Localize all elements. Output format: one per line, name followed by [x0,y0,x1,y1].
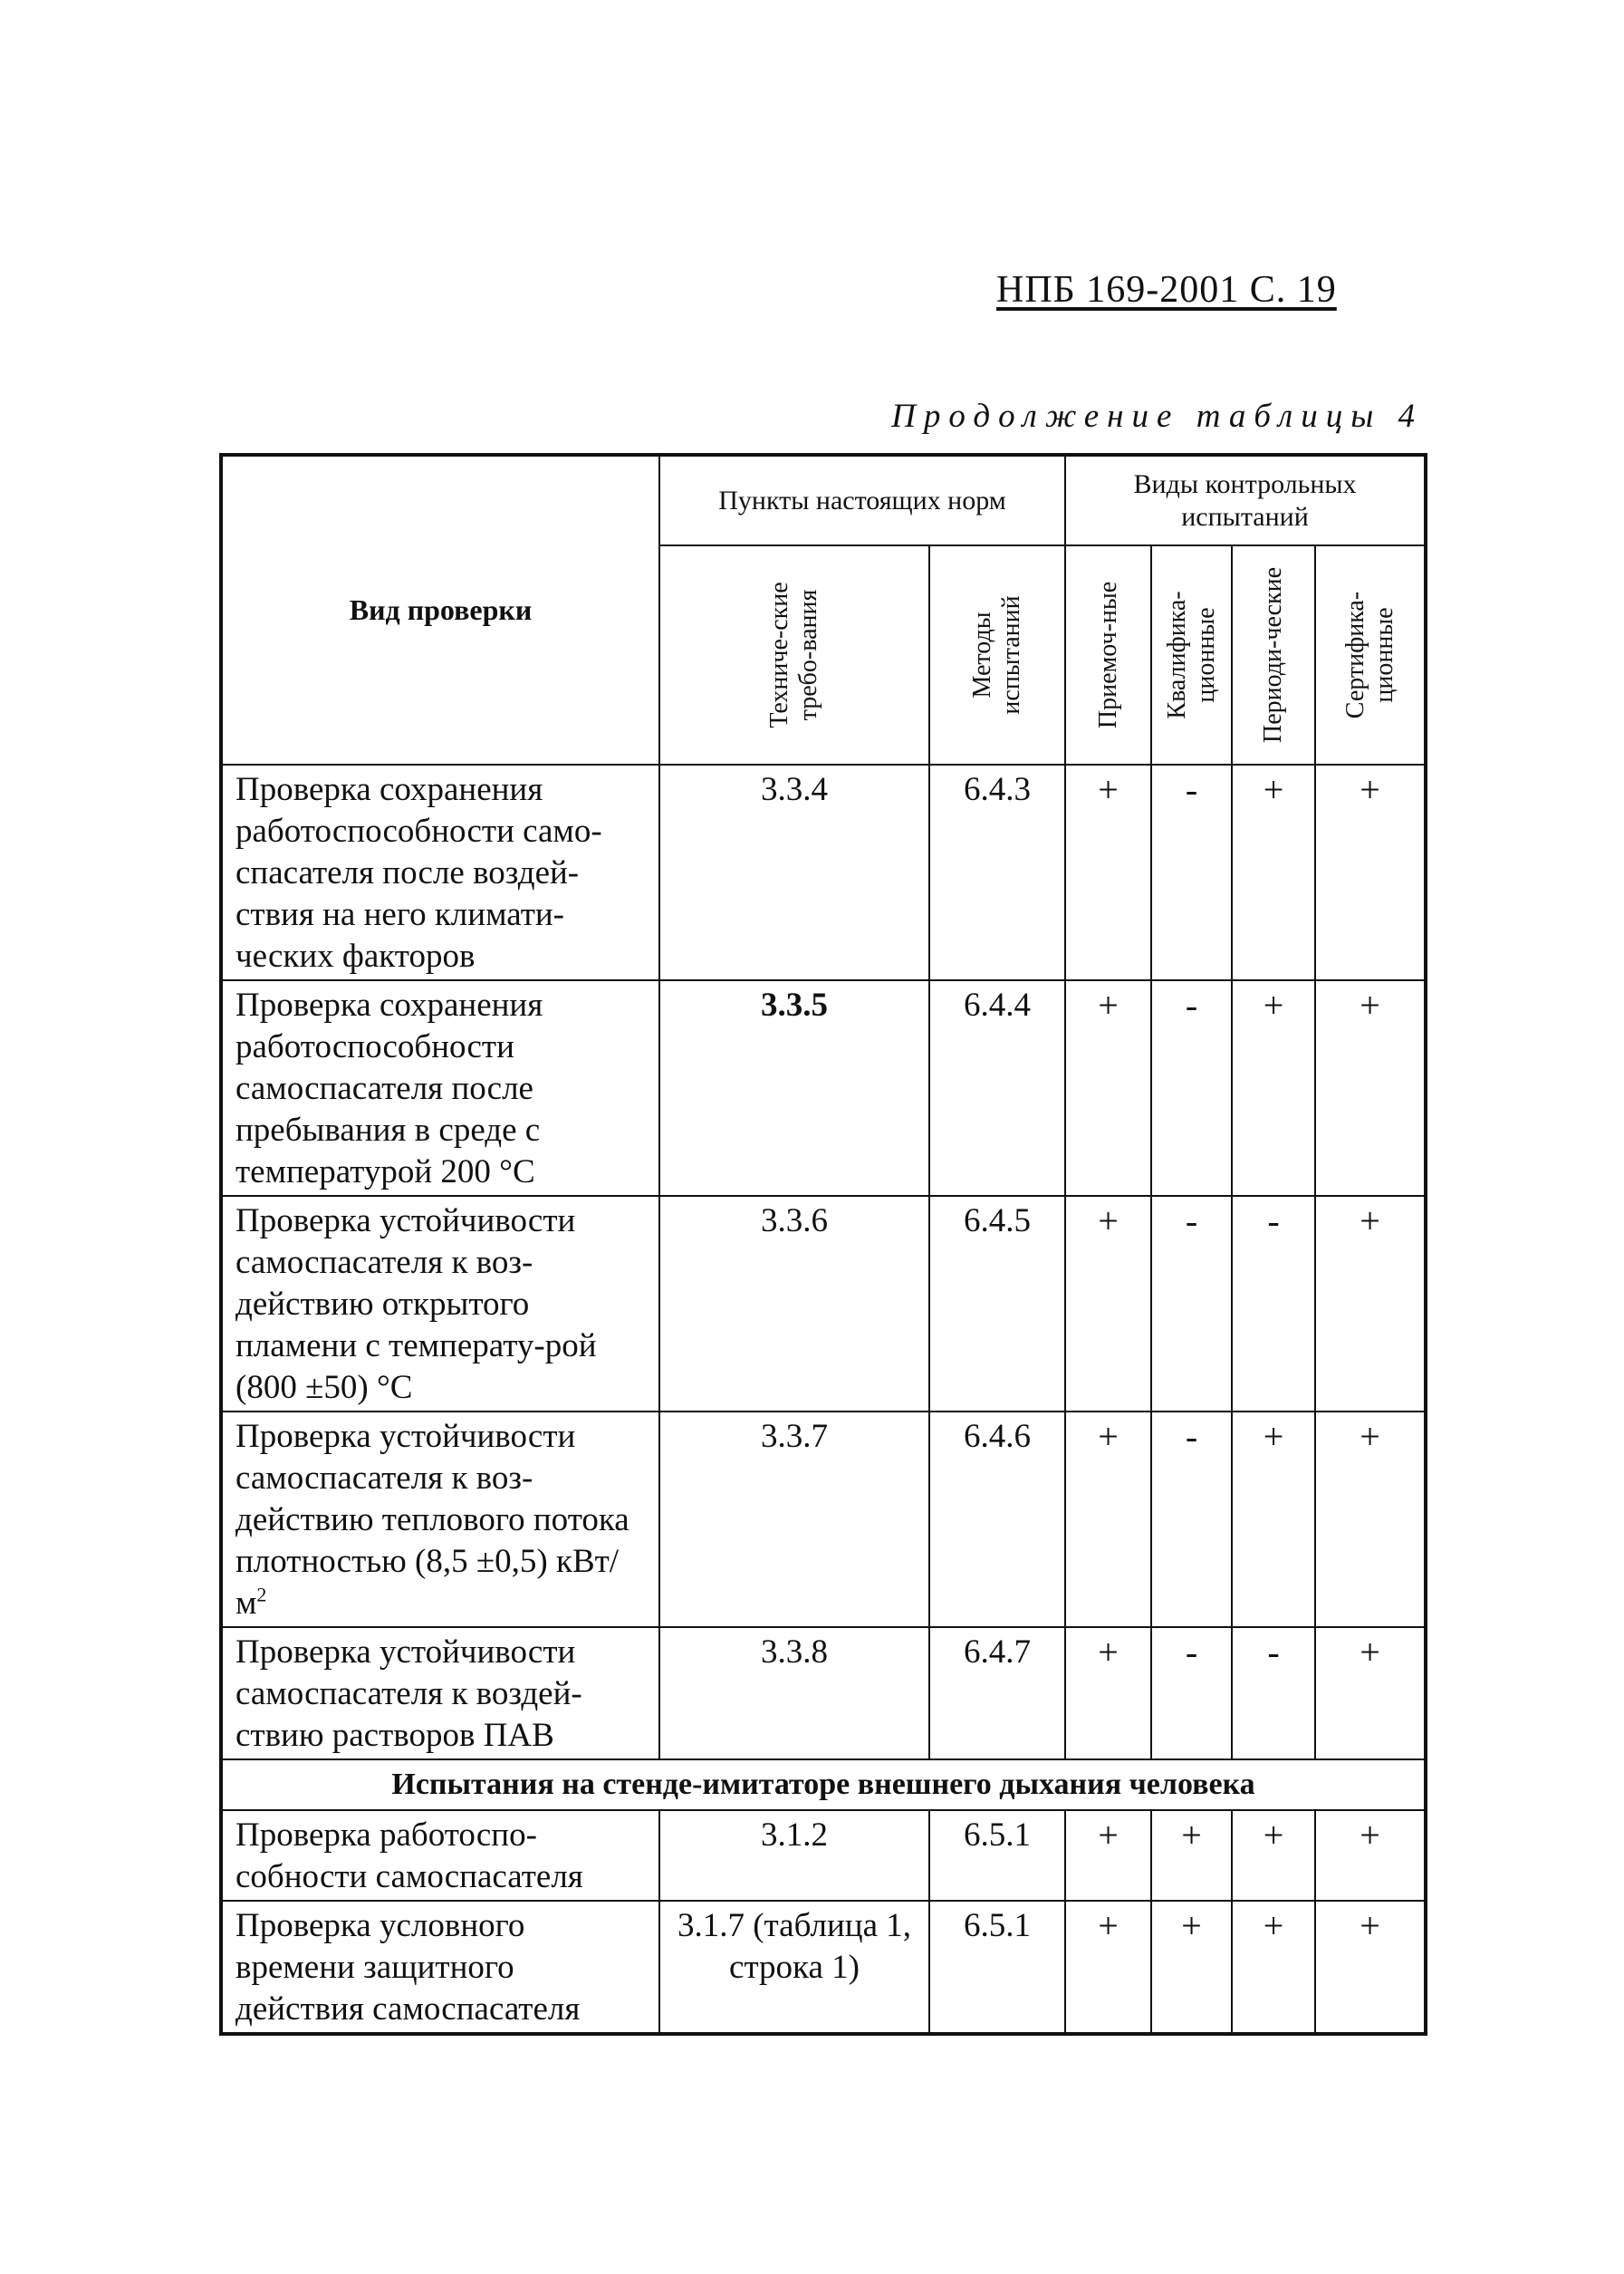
mark-qualification: - [1151,1196,1232,1412]
header-qualification: Квалифика-ционные [1151,545,1232,765]
mark-acceptance: + [1065,765,1151,980]
mark-periodic: + [1232,1810,1315,1901]
mark-qualification: - [1151,1627,1232,1759]
mark-qualification: - [1151,980,1232,1196]
mark-periodic: + [1232,1412,1315,1627]
mark-certification: + [1315,1810,1426,1901]
check-name: Проверка устойчивости самоспасателя к воз-действию открытого пламени с температу-рой (800 ±50) °С [221,1196,659,1412]
method-ref: 6.4.7 [929,1627,1065,1759]
mark-acceptance: + [1065,1412,1151,1627]
mark-acceptance: + [1065,980,1151,1196]
mark-acceptance: + [1065,1196,1151,1412]
header-acceptance: Приемоч-ные [1065,545,1151,765]
header-tech-requirements: Техниче-ские требо-вания [659,545,929,765]
table-row [221,1196,1426,1412]
mark-acceptance: + [1065,1627,1151,1759]
check-name: Проверка сохранения работоспособности само-спасателя после воздей-ствия на него климати-ческих факторов [221,765,659,980]
tech-ref: 3.3.5 [659,980,929,1196]
mark-qualification: - [1151,765,1232,980]
tech-ref: 3.3.7 [659,1412,929,1627]
header-certification: Сертифика-ционные [1315,545,1426,765]
mark-qualification: - [1151,1412,1232,1627]
mark-periodic: - [1232,1196,1315,1412]
table-row [221,980,1426,1196]
header-check-type: Вид проверки [221,455,659,765]
section-row [221,1759,1426,1810]
method-ref: 6.4.5 [929,1196,1065,1412]
check-name: Проверка сохранения работоспособности самоспасателя после пребывания в среде с температурой 200 °С [221,980,659,1196]
mark-acceptance: + [1065,1810,1151,1901]
mark-certification: + [1315,1901,1426,2034]
header-test-methods: Методы испытаний [929,545,1065,765]
tech-ref: 3.3.4 [659,765,929,980]
tech-ref: 3.1.2 [659,1810,929,1901]
mark-certification: + [1315,765,1426,980]
header-test-types: Виды контрольных испытаний [1065,455,1426,545]
method-ref: 6.5.1 [929,1810,1065,1901]
method-ref: 6.4.3 [929,765,1065,980]
tech-ref: 3.3.6 [659,1196,929,1412]
mark-certification: + [1315,1412,1426,1627]
header-norm-items: Пункты настоящих норм [659,455,1065,545]
method-ref: 6.4.6 [929,1412,1065,1627]
mark-periodic: + [1232,1901,1315,2034]
check-name: Проверка устойчивости самоспасателя к воздей-ствию растворов ПАВ [221,1627,659,1759]
method-ref: 6.5.1 [929,1901,1065,2034]
mark-qualification: + [1151,1810,1232,1901]
table-continuation-caption: Продолжение таблицы 4 [891,398,1423,435]
tech-ref: 3.3.8 [659,1627,929,1759]
mark-periodic: + [1232,765,1315,980]
mark-periodic: + [1232,980,1315,1196]
table-row [221,765,1426,980]
tech-ref: 3.1.7 (таблица 1, строка 1) [659,1901,929,2034]
mark-acceptance: + [1065,1901,1151,2034]
check-name: Проверка условного времени защитного действия самоспасателя [221,1901,659,2034]
table-row [221,1627,1426,1759]
section-title: Испытания на стенде-имитаторе внешнего дыхания человека [221,1759,1426,1810]
mark-certification: + [1315,980,1426,1196]
mark-certification: + [1315,1196,1426,1412]
mark-qualification: + [1151,1901,1232,2034]
requirements-table [219,453,1427,2036]
method-ref: 6.4.4 [929,980,1065,1196]
table-row [221,1412,1426,1627]
page-header: НПБ 169-2001 С. 19 [996,269,1337,311]
mark-certification: + [1315,1627,1426,1759]
table-row [221,1901,1426,2034]
check-name: Проверка устойчивости самоспасателя к воз-действию теплового потока плотностью (8,5 ±0,5) кВт/$м^2$ [221,1412,659,1627]
header-periodic: Периоди-ческие [1232,545,1315,765]
check-name: Проверка работоспо-собности самоспасателя [221,1810,659,1901]
mark-periodic: - [1232,1627,1315,1759]
table-row [221,1810,1426,1901]
